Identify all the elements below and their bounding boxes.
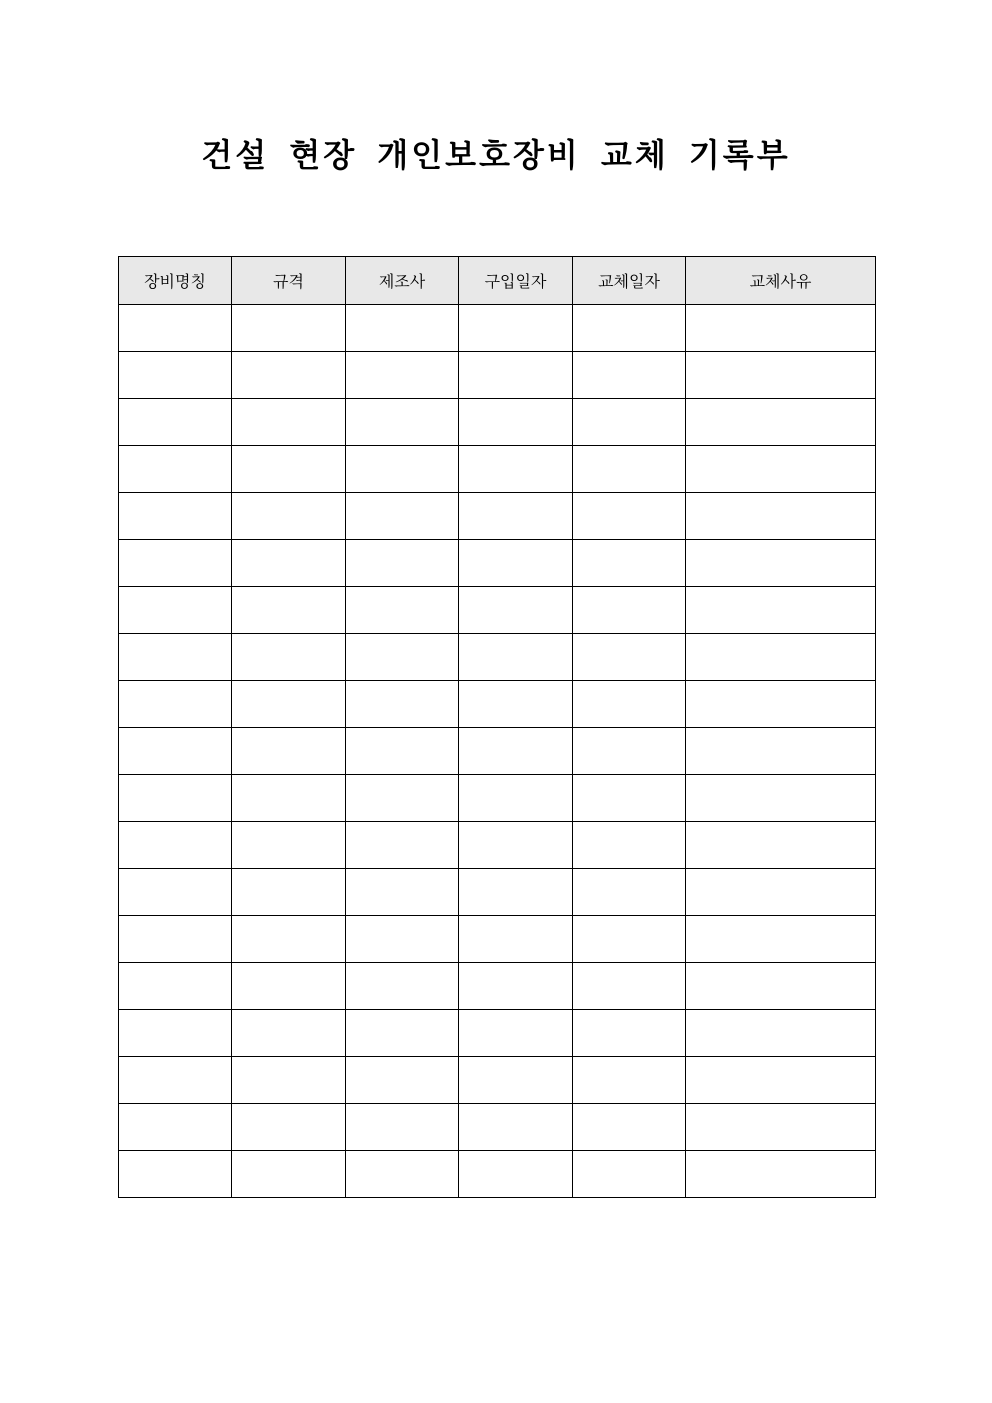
cell-replacement-reason[interactable] xyxy=(686,963,876,1010)
cell-replacement-date[interactable] xyxy=(573,1010,686,1057)
cell-replacement-date[interactable] xyxy=(573,399,686,446)
table-row xyxy=(119,399,876,446)
table-row xyxy=(119,587,876,634)
cell-purchase-date[interactable] xyxy=(459,540,573,587)
cell-replacement-reason[interactable] xyxy=(686,399,876,446)
cell-replacement-reason[interactable] xyxy=(686,728,876,775)
cell-equipment-name[interactable] xyxy=(119,963,232,1010)
header-specification: 규격 xyxy=(232,257,346,305)
cell-purchase-date[interactable] xyxy=(459,634,573,681)
cell-specification[interactable] xyxy=(232,728,346,775)
cell-manufacturer[interactable] xyxy=(346,634,459,681)
table-row xyxy=(119,493,876,540)
cell-replacement-date[interactable] xyxy=(573,352,686,399)
cell-manufacturer[interactable] xyxy=(346,681,459,728)
cell-purchase-date[interactable] xyxy=(459,822,573,869)
cell-manufacturer[interactable] xyxy=(346,963,459,1010)
cell-manufacturer[interactable] xyxy=(346,1010,459,1057)
cell-replacement-reason[interactable] xyxy=(686,822,876,869)
cell-replacement-reason[interactable] xyxy=(686,1057,876,1104)
cell-replacement-reason[interactable] xyxy=(686,493,876,540)
cell-replacement-reason[interactable] xyxy=(686,587,876,634)
cell-manufacturer[interactable] xyxy=(346,1104,459,1151)
table-row xyxy=(119,775,876,822)
cell-purchase-date[interactable] xyxy=(459,963,573,1010)
cell-replacement-date[interactable] xyxy=(573,822,686,869)
cell-equipment-name[interactable] xyxy=(119,775,232,822)
cell-equipment-name[interactable] xyxy=(119,916,232,963)
table-row xyxy=(119,634,876,681)
cell-equipment-name[interactable] xyxy=(119,540,232,587)
cell-replacement-date[interactable] xyxy=(573,963,686,1010)
cell-equipment-name[interactable] xyxy=(119,1057,232,1104)
table-header-row xyxy=(119,257,876,305)
cell-specification[interactable] xyxy=(232,352,346,399)
cell-manufacturer[interactable] xyxy=(346,1151,459,1198)
cell-manufacturer[interactable] xyxy=(346,728,459,775)
cell-replacement-date[interactable] xyxy=(573,305,686,352)
cell-specification[interactable] xyxy=(232,446,346,493)
cell-replacement-reason[interactable] xyxy=(686,305,876,352)
table-row xyxy=(119,681,876,728)
cell-equipment-name[interactable] xyxy=(119,869,232,916)
cell-replacement-date[interactable] xyxy=(573,916,686,963)
table-row xyxy=(119,540,876,587)
table-row xyxy=(119,446,876,493)
cell-replacement-reason[interactable] xyxy=(686,1010,876,1057)
cell-replacement-reason[interactable] xyxy=(686,916,876,963)
cell-equipment-name[interactable] xyxy=(119,1010,232,1057)
cell-equipment-name[interactable] xyxy=(119,305,232,352)
cell-replacement-date[interactable] xyxy=(573,587,686,634)
header-equipment-name: 장비명칭 xyxy=(119,257,232,305)
cell-equipment-name[interactable] xyxy=(119,446,232,493)
cell-equipment-name[interactable] xyxy=(119,1151,232,1198)
header-purchase-date: 구입일자 xyxy=(459,257,573,305)
cell-specification[interactable] xyxy=(232,822,346,869)
cell-equipment-name[interactable] xyxy=(119,634,232,681)
cell-specification[interactable] xyxy=(232,775,346,822)
cell-purchase-date[interactable] xyxy=(459,681,573,728)
cell-replacement-date[interactable] xyxy=(573,540,686,587)
cell-specification[interactable] xyxy=(232,399,346,446)
cell-manufacturer[interactable] xyxy=(346,1057,459,1104)
cell-replacement-date[interactable] xyxy=(573,1151,686,1198)
cell-replacement-date[interactable] xyxy=(573,681,686,728)
ppe-replacement-table xyxy=(118,256,876,1198)
cell-equipment-name[interactable] xyxy=(119,728,232,775)
cell-purchase-date[interactable] xyxy=(459,352,573,399)
cell-specification[interactable] xyxy=(232,587,346,634)
cell-equipment-name[interactable] xyxy=(119,352,232,399)
cell-specification[interactable] xyxy=(232,305,346,352)
cell-manufacturer[interactable] xyxy=(346,775,459,822)
cell-equipment-name[interactable] xyxy=(119,681,232,728)
cell-specification[interactable] xyxy=(232,634,346,681)
cell-manufacturer[interactable] xyxy=(346,540,459,587)
cell-purchase-date[interactable] xyxy=(459,1104,573,1151)
cell-manufacturer[interactable] xyxy=(346,305,459,352)
header-replacement-date: 교체일자 xyxy=(573,257,686,305)
table-row xyxy=(119,916,876,963)
cell-replacement-reason[interactable] xyxy=(686,1151,876,1198)
cell-specification[interactable] xyxy=(232,493,346,540)
cell-replacement-date[interactable] xyxy=(573,869,686,916)
cell-manufacturer[interactable] xyxy=(346,916,459,963)
cell-purchase-date[interactable] xyxy=(459,493,573,540)
cell-specification[interactable] xyxy=(232,1057,346,1104)
cell-manufacturer[interactable] xyxy=(346,446,459,493)
table-row xyxy=(119,963,876,1010)
cell-specification[interactable] xyxy=(232,869,346,916)
table-row xyxy=(119,1010,876,1057)
page-title: 건설 현장 개인보호장비 교체 기록부 xyxy=(201,136,791,174)
cell-purchase-date[interactable] xyxy=(459,305,573,352)
cell-purchase-date[interactable] xyxy=(459,775,573,822)
cell-equipment-name[interactable] xyxy=(119,493,232,540)
table-row xyxy=(119,822,876,869)
cell-replacement-date[interactable] xyxy=(573,728,686,775)
table-row xyxy=(119,1057,876,1104)
cell-specification[interactable] xyxy=(232,1151,346,1198)
cell-specification[interactable] xyxy=(232,916,346,963)
cell-equipment-name[interactable] xyxy=(119,822,232,869)
table-row xyxy=(119,1151,876,1198)
table-row xyxy=(119,305,876,352)
header-replacement-reason: 교체사유 xyxy=(686,257,876,305)
cell-replacement-reason[interactable] xyxy=(686,869,876,916)
cell-purchase-date[interactable] xyxy=(459,916,573,963)
table-row xyxy=(119,1104,876,1151)
cell-replacement-reason[interactable] xyxy=(686,634,876,681)
cell-purchase-date[interactable] xyxy=(459,399,573,446)
cell-manufacturer[interactable] xyxy=(346,399,459,446)
cell-replacement-date[interactable] xyxy=(573,1057,686,1104)
cell-replacement-reason[interactable] xyxy=(686,446,876,493)
cell-manufacturer[interactable] xyxy=(346,493,459,540)
cell-specification[interactable] xyxy=(232,1010,346,1057)
cell-replacement-reason[interactable] xyxy=(686,775,876,822)
cell-specification[interactable] xyxy=(232,681,346,728)
cell-purchase-date[interactable] xyxy=(459,1151,573,1198)
header-manufacturer: 제조사 xyxy=(346,257,459,305)
cell-replacement-date[interactable] xyxy=(573,1104,686,1151)
cell-replacement-date[interactable] xyxy=(573,775,686,822)
cell-replacement-reason[interactable] xyxy=(686,352,876,399)
cell-specification[interactable] xyxy=(232,963,346,1010)
cell-purchase-date[interactable] xyxy=(459,1010,573,1057)
table-row xyxy=(119,352,876,399)
cell-replacement-reason[interactable] xyxy=(686,540,876,587)
cell-purchase-date[interactable] xyxy=(459,587,573,634)
cell-manufacturer[interactable] xyxy=(346,869,459,916)
table-row xyxy=(119,728,876,775)
cell-replacement-reason[interactable] xyxy=(686,681,876,728)
cell-purchase-date[interactable] xyxy=(459,446,573,493)
table-row xyxy=(119,869,876,916)
cell-manufacturer[interactable] xyxy=(346,352,459,399)
cell-replacement-date[interactable] xyxy=(573,634,686,681)
cell-equipment-name[interactable] xyxy=(119,1104,232,1151)
cell-specification[interactable] xyxy=(232,1104,346,1151)
cell-specification[interactable] xyxy=(232,540,346,587)
cell-purchase-date[interactable] xyxy=(459,728,573,775)
cell-purchase-date[interactable] xyxy=(459,869,573,916)
table-body xyxy=(119,305,876,1198)
cell-replacement-date[interactable] xyxy=(573,446,686,493)
cell-manufacturer[interactable] xyxy=(346,822,459,869)
cell-replacement-date[interactable] xyxy=(573,493,686,540)
cell-purchase-date[interactable] xyxy=(459,1057,573,1104)
cell-equipment-name[interactable] xyxy=(119,587,232,634)
cell-equipment-name[interactable] xyxy=(119,399,232,446)
cell-replacement-reason[interactable] xyxy=(686,1104,876,1151)
cell-manufacturer[interactable] xyxy=(346,587,459,634)
